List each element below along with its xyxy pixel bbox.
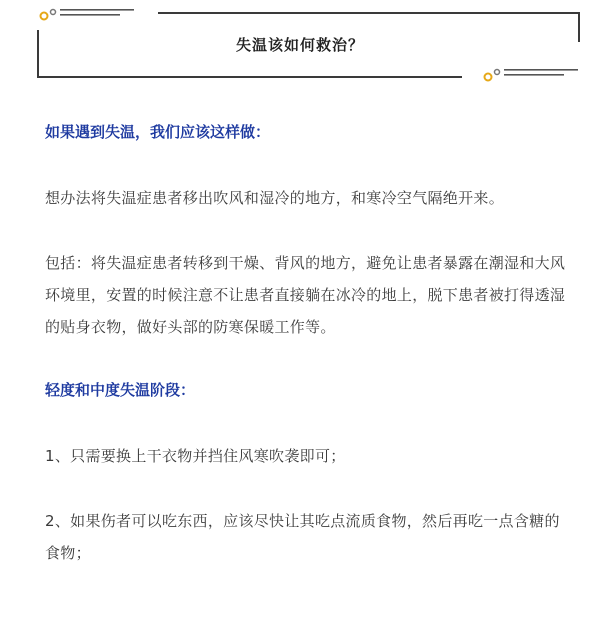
decorative-dots-lines-icon — [482, 64, 582, 84]
section-heading: 如果遇到失温，我们应该这样做： — [45, 123, 271, 141]
frame-bottom-line — [37, 76, 462, 78]
section-heading: 轻度和中度失温阶段： — [45, 381, 196, 399]
paragraph: 想办法将失温症患者移出吹风和湿冷的地方，和寒冷空气隔绝开来。 — [45, 189, 505, 207]
list-item: 1、只需要换上干衣物并挡住风寒吹袭即可； — [45, 447, 346, 465]
article-body — [45, 118, 570, 569]
decorative-dots-lines-icon — [38, 6, 158, 22]
paragraph: 包括：将失温症患者转移到干燥、背风的地方，避免让患者暴露在潮湿和大风环境里，安置的时候注意不让患者直接躺在冰冷的地上，脱下患者被打得透湿的贴身衣物，做好头部的防寒保暖工作等。 — [45, 254, 566, 336]
frame-top-line — [158, 12, 580, 14]
page-title: 失温该如何救治？ — [235, 36, 364, 54]
title-frame — [0, 0, 600, 90]
list-item: 2、如果伤者可以吃东西，应该尽快让其吃点流质食物，然后再吃一点含糖的食物； — [45, 512, 560, 562]
